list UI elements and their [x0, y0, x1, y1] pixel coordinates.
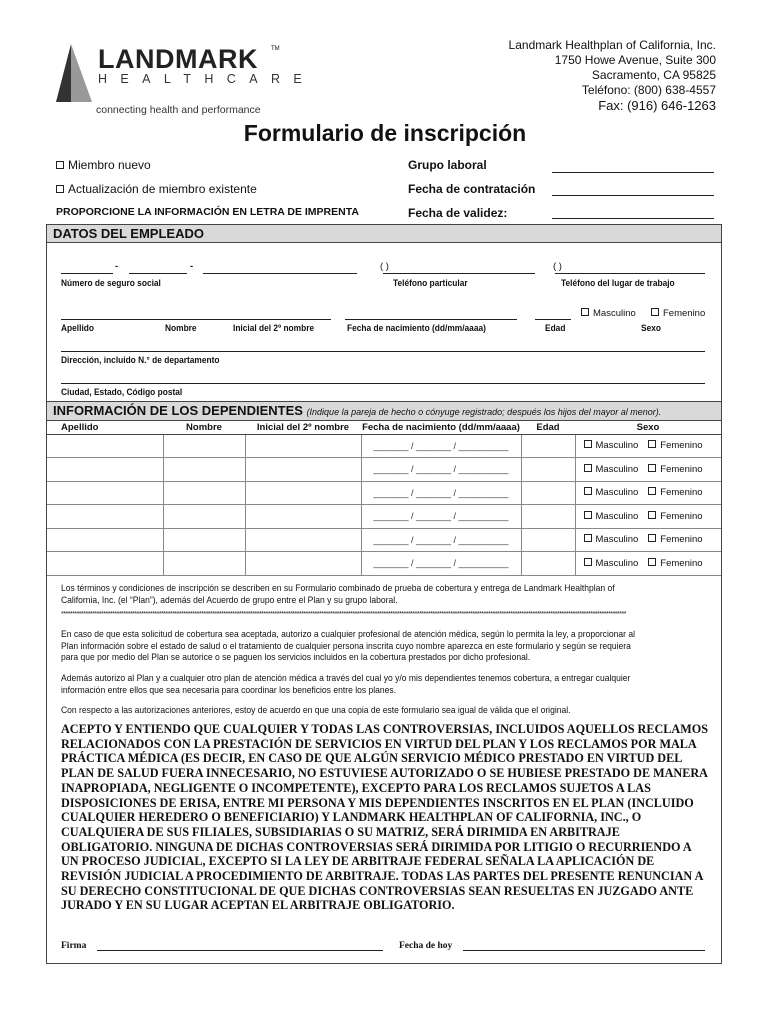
ssn-part-2[interactable]	[129, 273, 187, 274]
new-member-label: Miembro nuevo	[68, 158, 151, 172]
age-label: Edad	[545, 323, 566, 334]
home-phone-field[interactable]	[383, 273, 535, 274]
terms-paragraph-2: En caso de que esta solicitud de cobertura sea aceptada, autorizo a cualquier profesional de atención médica, según lo permita la ley, a proporcionar al Plan información sobre el estado de salud o el tratamiento de cualquier persona inscrita cuyo nombre aparezca en este formulario y según se requiera para que por medio del Plan se autorice o se paguen los servicios incluidos en la cobertura prestados por dicho profesional.	[61, 629, 636, 663]
group-field[interactable]	[552, 172, 714, 173]
work-phone-label: Teléfono del lugar de trabajo	[561, 278, 675, 289]
home-phone-label: Teléfono particular	[393, 278, 468, 289]
effective-date-field[interactable]	[552, 218, 714, 219]
address-fax: Fax: (916) 646-1263	[598, 98, 716, 113]
dependent-sex-cell	[575, 505, 721, 529]
hire-date-field[interactable]	[552, 195, 714, 196]
dependent-female-label: Femenino	[660, 557, 703, 569]
sex-label: Sexo	[641, 323, 661, 334]
work-phone-area: ( )	[553, 261, 562, 272]
page-title: Formulario de inscripción	[243, 120, 527, 146]
signature-field[interactable]	[97, 950, 383, 951]
dependent-male-label: Masculino	[595, 440, 639, 452]
col-first-name: Nombre	[163, 421, 245, 434]
col-sex: Sexo	[575, 421, 721, 434]
dependent-middle-initial-cell[interactable]	[245, 481, 361, 505]
company-address	[509, 38, 716, 113]
dependent-last-name-cell[interactable]	[47, 481, 163, 505]
dependent-male-option[interactable]	[584, 487, 639, 498]
employee-male-option[interactable]	[581, 308, 636, 319]
dependent-row	[47, 552, 721, 576]
dependent-female-checkbox[interactable]	[648, 464, 656, 472]
terms-paragraph-4: Con respecto a las autorizaciones anteriores, estoy de acuerdo en que una copia de este formulario sea igual de válida que el original.	[61, 705, 571, 716]
dependent-female-label: Femenino	[660, 534, 703, 546]
dependent-row	[47, 434, 721, 458]
dependent-row	[47, 528, 721, 552]
logo-subtitle: HEALTHCARE	[98, 72, 316, 86]
dependent-sex-cell	[575, 552, 721, 576]
dependent-first-name-cell[interactable]	[163, 481, 245, 505]
dependent-male-option[interactable]	[584, 464, 639, 475]
address-phone: Teléfono: (800) 638-4557	[581, 83, 716, 97]
dependent-age-cell[interactable]	[521, 505, 575, 529]
dependent-first-name-cell[interactable]	[163, 505, 245, 529]
enrollment-form-box	[46, 224, 722, 964]
update-member-option[interactable]	[56, 182, 257, 196]
dependent-female-option[interactable]	[648, 464, 702, 475]
dependent-age-cell[interactable]	[521, 552, 575, 576]
update-member-checkbox[interactable]	[56, 185, 64, 193]
dependent-age-cell[interactable]	[521, 458, 575, 482]
group-label: Grupo laboral	[408, 158, 487, 172]
ssn-part-1[interactable]	[61, 273, 113, 274]
dependent-male-option[interactable]	[584, 534, 639, 545]
dependent-row	[47, 505, 721, 529]
dependent-sex-cell	[575, 481, 721, 505]
col-age: Edad	[521, 421, 575, 434]
dependent-middle-initial-cell[interactable]	[245, 434, 361, 458]
dependent-male-option[interactable]	[584, 440, 639, 451]
dependents-table-body	[47, 434, 721, 575]
dependent-last-name-cell[interactable]	[47, 434, 163, 458]
address-label: Dirección, incluido N.° de departamento	[61, 355, 220, 366]
address-line-3: Sacramento, CA 95825	[591, 68, 716, 82]
new-member-option[interactable]	[56, 158, 151, 172]
logo-wordmark: LANDMARK	[98, 44, 258, 74]
ssn-label: Número de seguro social	[61, 278, 161, 289]
update-member-label: Actualización de miembro existente	[68, 182, 257, 196]
dependent-dob-cell[interactable]: _______ / _______ / __________	[361, 458, 521, 482]
dependent-male-label: Masculino	[595, 487, 639, 499]
dependent-middle-initial-cell[interactable]	[245, 505, 361, 529]
dependent-male-checkbox[interactable]	[584, 534, 592, 542]
dependent-male-checkbox[interactable]	[584, 511, 592, 519]
employee-male-checkbox[interactable]	[581, 308, 589, 316]
pyramid-logo-icon	[56, 44, 94, 102]
dependent-female-checkbox[interactable]	[648, 487, 656, 495]
last-name-label: Apellido	[61, 323, 94, 334]
dependent-male-option[interactable]	[584, 558, 639, 569]
dependents-section-title: INFORMACIÓN DE LOS DEPENDIENTES	[53, 403, 303, 418]
work-phone-field[interactable]	[555, 273, 705, 274]
employee-female-checkbox[interactable]	[651, 308, 659, 316]
address-line-1: Landmark Healthplan of California, Inc.	[508, 38, 716, 52]
dependent-age-cell[interactable]	[521, 434, 575, 458]
print-note: PROPORCIONE LA INFORMACIÓN EN LETRA DE IMPRENTA	[56, 206, 359, 218]
dependent-male-label: Masculino	[595, 534, 639, 546]
employee-age-field[interactable]	[535, 319, 571, 320]
dependent-dob-cell[interactable]: _______ / _______ / __________	[361, 552, 521, 576]
dependent-female-checkbox[interactable]	[648, 511, 656, 519]
dependent-dob-cell[interactable]: _______ / _______ / __________	[361, 528, 521, 552]
dependent-sex-cell	[575, 458, 721, 482]
employee-female-option[interactable]	[651, 308, 705, 319]
hire-date-label: Fecha de contratación	[408, 182, 536, 196]
employee-section-header	[47, 224, 721, 243]
dependent-middle-initial-cell[interactable]	[245, 528, 361, 552]
dependents-note: (Indique la pareja de hecho o cónyuge registrado; después los hijos del mayor al menor).	[306, 407, 662, 417]
employee-city-field[interactable]	[61, 383, 705, 384]
dependent-female-checkbox[interactable]	[648, 534, 656, 542]
dependent-female-checkbox[interactable]	[648, 558, 656, 566]
home-phone-area: ( )	[380, 261, 389, 272]
dependent-female-label: Femenino	[660, 510, 703, 522]
dependent-female-label: Femenino	[660, 487, 703, 499]
dependent-last-name-cell[interactable]	[47, 505, 163, 529]
terms-paragraph-1: Los términos y condiciones de inscripción se describen en su Formulario combinado de prueba de cobertura y entrega de Landmark Healthplan of California, Inc. (el “Plan”), además del Acuerdo de grupo entre el Plan y su grupo laboral.	[61, 583, 615, 606]
dependent-middle-initial-cell[interactable]	[245, 458, 361, 482]
logo-trademark: TM	[271, 46, 280, 52]
ssn-dash-1: -	[115, 261, 119, 272]
landmark-logo	[56, 40, 316, 120]
ssn-part-3[interactable]	[203, 273, 357, 274]
dependent-sex-cell	[575, 434, 721, 458]
ssn-dash-2: -	[190, 261, 194, 272]
dependent-sex-cell	[575, 528, 721, 552]
dependent-female-option[interactable]	[648, 534, 702, 545]
dob-label: Fecha de nacimiento (dd/mm/aaaa)	[347, 323, 486, 334]
middle-initial-label: Inicial del 2º nombre	[233, 323, 315, 334]
dependent-first-name-cell[interactable]	[163, 434, 245, 458]
dependent-male-checkbox[interactable]	[584, 558, 592, 566]
dependent-dob-cell[interactable]: _______ / _______ / __________	[361, 481, 521, 505]
arbitration-clause: ACEPTO Y ENTIENDO QUE CUALQUIER Y TODAS LAS CONTROVERSIAS, INCLUIDOS AQUELLOS RECLAMOS RELACIONADOS CON LA PRESTACIÓN DE SERVICIOS EN VIRTUD DEL PLAN Y LOS RECLAMOS POR MALA PRÁCTICA MÉDICA (ES DECIR, EN CASO DE QUE ALGÚN SERVICIO MÉDICO PRESTADO EN VIRTUD DEL PLAN DE SALUD FUERA INNECESARIO, NO ESTUVIESE AUTORIZADO O SE HUBIESE PRESTADO DE MANERA INAPROPIADA, NEGLIGENTE O INCOMPETENTE), EXCEPTO PARA LOS RECLAMOS SUJETOS A LAS DISPOSICIONES DE ERISA, ENTRE MI PERSONA Y MIS DEPENDIENTES INSCRITOS EN EL PLAN (INCLUIDO CUALQUIER HEREDERO O BENEFICIARIO) Y LANDMARK HEALTHPLAN OF CALIFORNIA, INC., O CUALQUIERA DE SUS FILIALES, SUBSIDIARIAS O SU MATRIZ, SERÁ DIRIMIDA EN ARBITRAJE OBLIGATORIO. NINGUNA DE DICHAS CONTROVERSIAS SERÁ DIRIMIDA POR LITIGIO O RECURRIENDO A UN PROCESO JUDICIAL, EXCEPTO SI LA LEY DE ARBITRAJE FEDERAL SEÑALA LA APLICACIÓN DE REVISIÓN JUDICIAL A PROCEDIMIENTO DE ARBITRAJE. TODAS LAS PARTES DEL PRESENTE RENUNCIAN A SU DERECHO CONSTITUCIONAL DE QUE DICHAS CONTROVERSIAS SEAN RESUELTAS EN JUZGADO ANTE JURADO Y EN SU LUGAR ACEPTAN EL ARBITRAJE OBLIGATORIO.	[61, 722, 708, 913]
dependent-male-label: Masculino	[595, 557, 639, 569]
first-name-label: Nombre	[165, 323, 197, 334]
dependent-first-name-cell[interactable]	[163, 458, 245, 482]
dependent-middle-initial-cell[interactable]	[245, 552, 361, 576]
dependent-female-option[interactable]	[648, 487, 702, 498]
dependent-female-checkbox[interactable]	[648, 440, 656, 448]
employee-male-label: Masculino	[593, 308, 636, 319]
dependent-female-option[interactable]	[648, 440, 702, 451]
new-member-checkbox[interactable]	[56, 161, 64, 169]
dependent-male-checkbox[interactable]	[584, 464, 592, 472]
dependent-last-name-cell[interactable]	[47, 528, 163, 552]
address-line-2: 1750 Howe Avenue, Suite 300	[554, 53, 716, 67]
employee-address-field[interactable]	[61, 351, 705, 352]
col-dob: Fecha de nacimiento (dd/mm/aaaa)	[362, 421, 520, 433]
signature-label: Firma	[61, 941, 87, 951]
today-date-label: Fecha de hoy	[399, 941, 453, 951]
employee-dob-field[interactable]	[345, 319, 517, 320]
dependents-table	[47, 421, 721, 576]
dependent-row	[47, 481, 721, 505]
dependent-female-option[interactable]	[648, 558, 702, 569]
employee-section-title: DATOS DEL EMPLEADO	[53, 226, 204, 241]
city-label: Ciudad, Estado, Código postal	[61, 387, 183, 398]
employee-female-label: Femenino	[663, 308, 706, 319]
dependent-dob-cell[interactable]: _______ / _______ / __________	[361, 434, 521, 458]
dependent-last-name-cell[interactable]	[47, 552, 163, 576]
effective-date-label: Fecha de validez:	[408, 206, 508, 220]
dependent-male-label: Masculino	[595, 463, 639, 475]
dependent-age-cell[interactable]	[521, 528, 575, 552]
dependent-male-option[interactable]	[584, 511, 639, 522]
logo-tagline: connecting health and performance	[96, 104, 261, 116]
dependent-last-name-cell[interactable]	[47, 458, 163, 482]
dependent-female-option[interactable]	[648, 511, 702, 522]
dependent-female-label: Femenino	[660, 440, 703, 452]
dependent-male-checkbox[interactable]	[584, 487, 592, 495]
col-middle-initial: Inicial del 2º nombre	[245, 421, 361, 434]
dependent-first-name-cell[interactable]	[163, 552, 245, 576]
dependent-age-cell[interactable]	[521, 481, 575, 505]
col-last-name: Apellido	[47, 421, 163, 434]
dependent-first-name-cell[interactable]	[163, 528, 245, 552]
employee-name-field[interactable]	[61, 319, 331, 320]
dependent-male-checkbox[interactable]	[584, 440, 592, 448]
terms-paragraph-3: Además autorizo al Plan y a cualquier otro plan de atención médica a través del cual yo y/o mis dependientes tenemos cobertura, a entregar cualquier información entre ellos que sea necesaria para coordinar los beneficios entre los planes.	[61, 673, 631, 696]
separator-stars: **************************************************************************************************************************************************************************************************************************************************************	[61, 611, 626, 618]
today-date-field[interactable]	[463, 950, 705, 951]
dependent-row	[47, 458, 721, 482]
dependent-male-label: Masculino	[595, 510, 639, 522]
dependent-female-label: Femenino	[660, 463, 703, 475]
dependent-dob-cell[interactable]: _______ / _______ / __________	[361, 505, 521, 529]
dependents-section-header	[47, 401, 721, 421]
dependents-header-row	[47, 421, 721, 434]
